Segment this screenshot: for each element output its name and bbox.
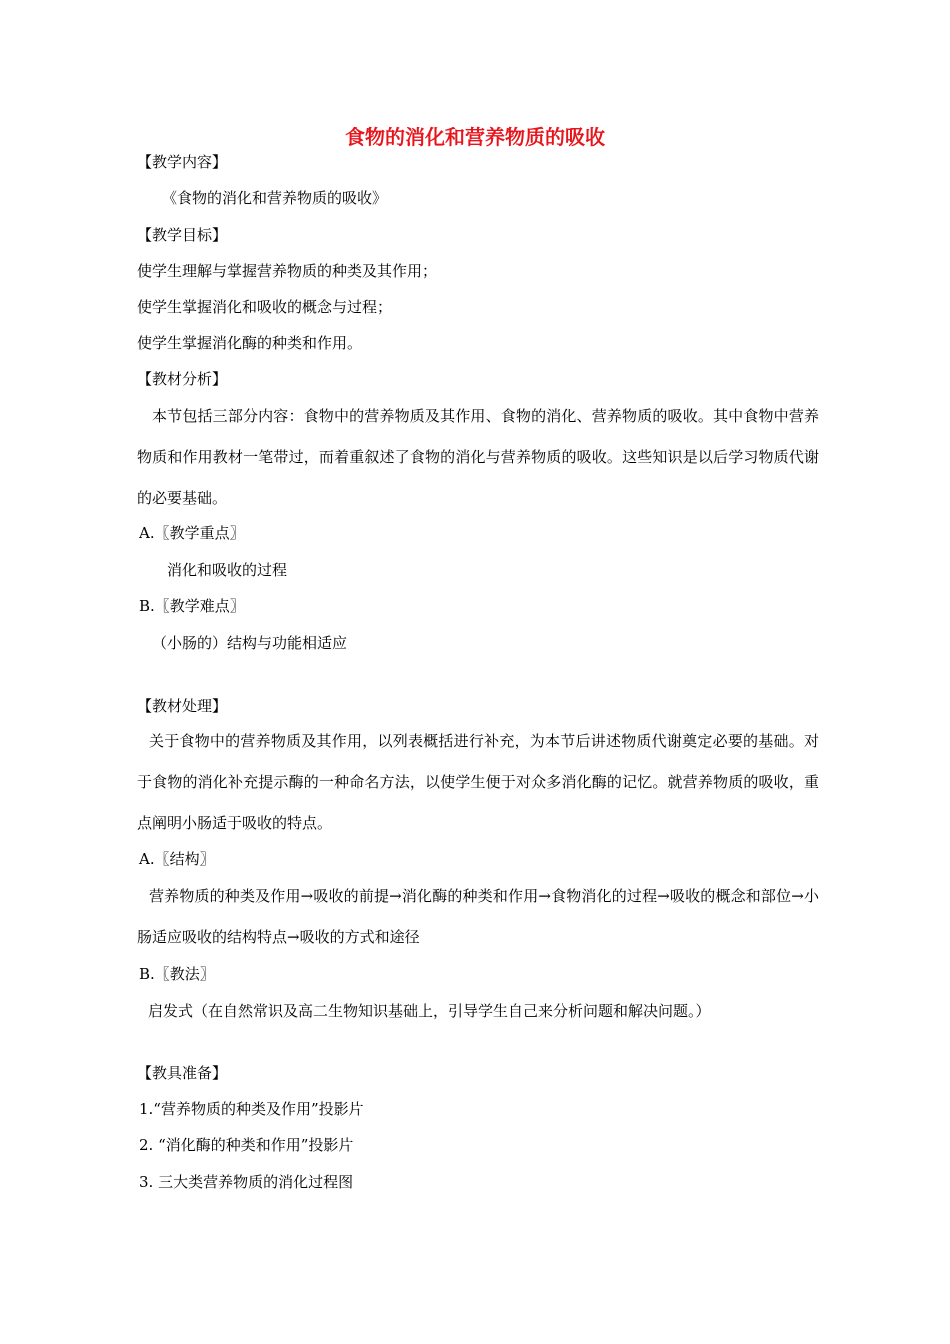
analysis-paragraph: 本节包括三部分内容：食物中的营养物质及其作用、食物的消化、营养物质的吸收。其中食物中营养物质和作用教材一笔带过，而着重叙述了食物的消化与营养物质的吸收。这些知识是以后学习物质代谢的必要基础。 <box>137 407 819 507</box>
method-text: 启发式（在自然常识及高二生物知识基础上，引导学生自己来分析问题和解决问题。） <box>148 1002 711 1020</box>
goal-item: 使学生掌握消化酶的种类和作用。 <box>137 334 363 352</box>
goal-item: 使学生掌握消化和吸收的概念与过程； <box>137 298 393 316</box>
key-points-label: A.〖教学重点〗 <box>139 524 245 542</box>
structure-paragraph: 营养物质的种类及作用→吸收的前提→消化酶的种类和作用→食物消化的过程→吸收的概念和部位→小肠适应吸收的结构特点→吸收的方式和途径 <box>137 887 819 946</box>
handling-paragraph: 关于食物中的营养物质及其作用，以列表概括进行补充，为本节后讲述物质代谢奠定必要的基础。对于食物的消化补充提示酶的一种命名方法，以使学生便于对众多消化酶的记忆。就营养物质的吸收，重点阐明小肠适于吸收的特点。 <box>137 732 819 832</box>
prep-item: 3. 三大类营养物质的消化过程图 <box>139 1173 354 1191</box>
difficulty-label: B.〖教学难点〗 <box>139 597 245 615</box>
document-title: 食物的消化和营养物质的吸收 <box>345 125 605 149</box>
difficulty-text: （小肠的）结构与功能相适应 <box>152 634 348 652</box>
content-heading: 【教学内容】 <box>137 153 228 171</box>
goals-heading: 【教学目标】 <box>137 226 228 244</box>
content-text: 《食物的消化和营养物质的吸收》 <box>162 189 388 207</box>
method-label: B.〖教法〗 <box>139 965 215 983</box>
key-points-text: 消化和吸收的过程 <box>167 561 288 579</box>
prep-item: 2. “消化酶的种类和作用”投影片 <box>139 1136 354 1154</box>
analysis-heading: 【教材分析】 <box>137 370 228 388</box>
prep-item: 1.“营养物质的种类及作用”投影片 <box>139 1100 364 1118</box>
handling-heading: 【教材处理】 <box>137 697 228 715</box>
structure-label: A.〖结构〗 <box>139 850 215 868</box>
prep-heading: 【教具准备】 <box>137 1064 228 1082</box>
goal-item: 使学生理解与掌握营养物质的种类及其作用； <box>137 262 438 280</box>
